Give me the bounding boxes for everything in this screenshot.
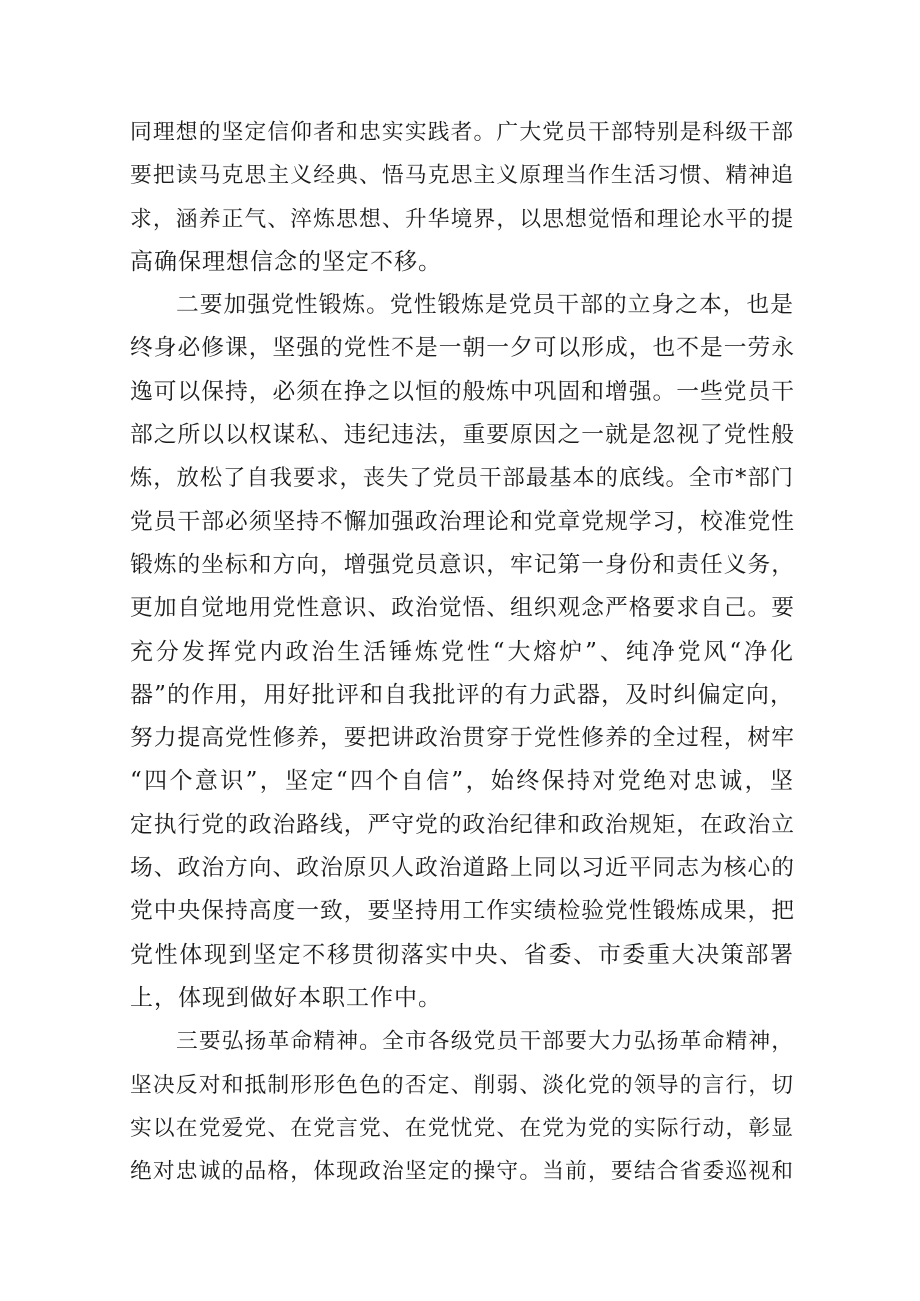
text-line: 实以在党爱党、在党言党、在党忧党、在党为党的实际行动，彰显 bbox=[130, 1115, 794, 1141]
text-line: 党中央保持高度一致，要坚持用工作实绩检验党性锻炼成果，把 bbox=[130, 898, 795, 925]
text-line: 逸可以保持，必须在挣之以恒的般炼中巩固和增强。一些党员干 bbox=[130, 378, 795, 405]
text-line: 更加自觉地用党性意识、政治觉悟、组织观念严格要求自己。要 bbox=[130, 595, 795, 622]
text-line: 充分发挥党内政治生活锤炼党性“大熔炉”、纯净党风“净化 bbox=[130, 638, 794, 665]
paragraph-2 bbox=[130, 284, 794, 1020]
paragraph-1 bbox=[130, 111, 794, 284]
text-line: 党员干部必须坚持不懈加强政治理论和党章党规学习，校准党性 bbox=[130, 508, 795, 535]
text-line: 场、政治方向、政治原贝人政治道路上同以习近平同志为核心的 bbox=[130, 855, 795, 882]
text-line: 绝对忠诚的品格，体现政治坚定的操守。当前，要结合省委巡视和 bbox=[130, 1159, 794, 1185]
text-line: 努力提高党性修养，要把讲政治贯穿于党性修养的全过程，树牢 bbox=[130, 725, 795, 752]
document-body bbox=[130, 111, 794, 1193]
text-line: 三要弘扬革命精神。全市各级党员干部要大力弘扬革命精神， bbox=[176, 1029, 794, 1055]
text-line: 定执行党的政治路线，严守党的政治纪律和政治规矩，在政治立 bbox=[130, 811, 795, 838]
text-line: 上，体现到做好本职工作中。 bbox=[130, 984, 442, 1011]
text-line: 高确保理想信念的坚定不移。 bbox=[130, 248, 442, 275]
text-line: “四个意识”，坚定“四个自信”，始终保持对党绝对忠诚，坚 bbox=[130, 768, 794, 795]
text-line: 部之所以以权谋私、违纪违法，重要原因之一就是忽视了党性般 bbox=[130, 422, 795, 449]
text-line: 坚决反对和抵制形形色色的否定、削弱、淡化党的领导的言行，切 bbox=[130, 1072, 794, 1098]
text-line: 器”的作用，用好批评和自我批评的有力武器，及时纠偏定向， bbox=[130, 681, 794, 708]
text-line: 要把读马克思主义经典、悟马克思主义原理当作生活习惯、精神追 bbox=[130, 163, 794, 189]
text-line: 求，涵养正气、淬炼思想、升华境界，以思想觉悟和理论水平的提 bbox=[130, 206, 794, 232]
text-line: 炼，放松了自我要求，丧失了党员干部最基本的底线。全市*部门 bbox=[130, 465, 794, 492]
text-line: 同理想的坚定信仰者和忠实实践者。广大党员干部特别是科级干部 bbox=[130, 120, 794, 145]
text-line: 党性体现到坚定不移贯彻落实中央、省委、市委重大决策部署 bbox=[130, 941, 794, 968]
paragraph-3 bbox=[130, 1020, 794, 1193]
text-line: 终身必修课，坚强的党性不是一朝一夕可以形成，也不是一劳永 bbox=[130, 335, 795, 362]
text-line: 二要加强党性锻炼。党性锻炼是党员干部的立身之本，也是 bbox=[176, 292, 794, 319]
text-line: 锻炼的坐标和方向，增强党员意识，牢记第一身份和责任义务， bbox=[130, 551, 795, 578]
